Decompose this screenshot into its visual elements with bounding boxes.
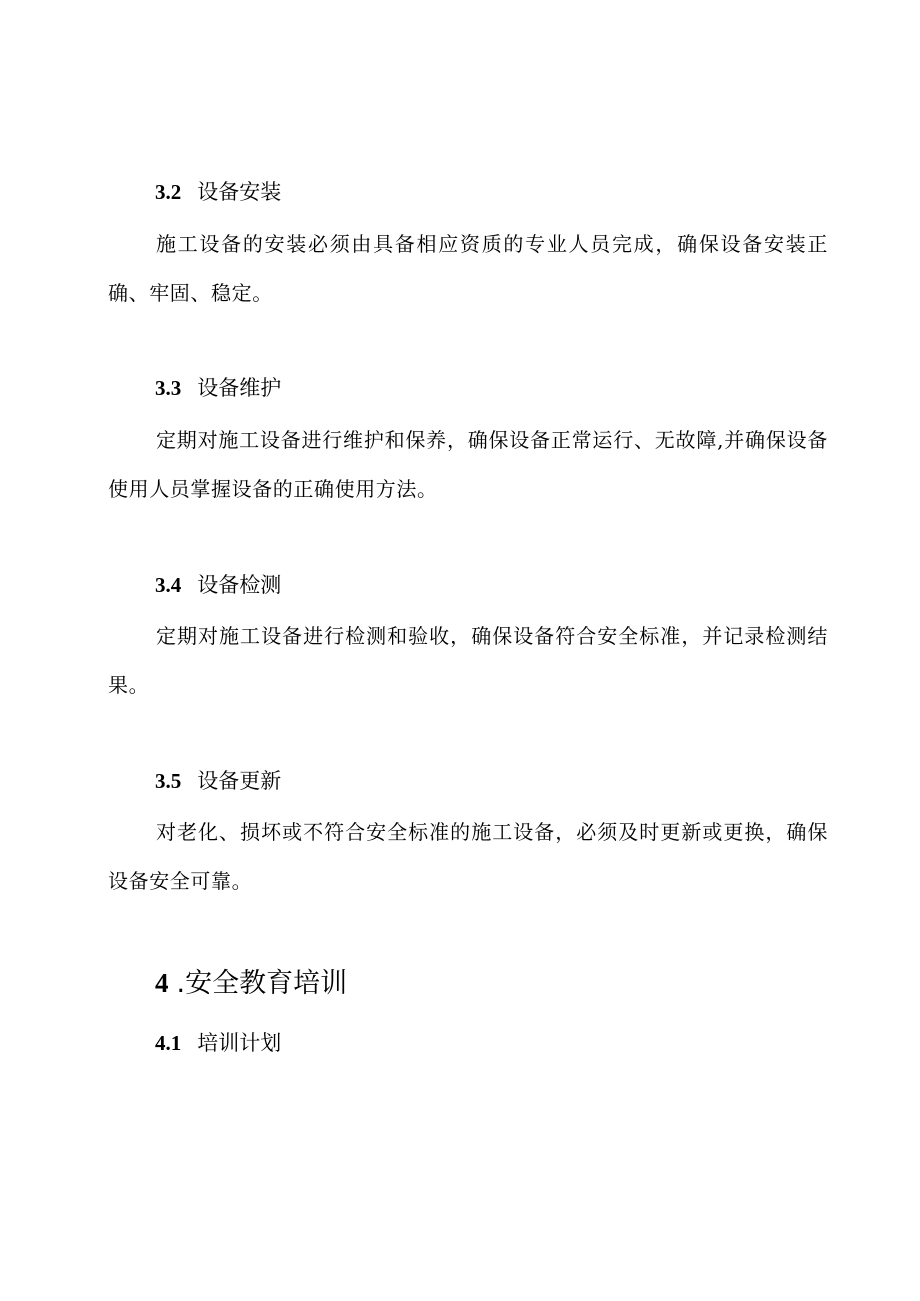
section-heading-3-4	[155, 571, 281, 599]
section-heading-3-5	[155, 767, 281, 795]
section-title: 设备安装	[197, 180, 282, 204]
section-number: 3.3	[155, 376, 182, 400]
section-number: 3.5	[155, 769, 182, 793]
chapter-heading-4	[155, 966, 347, 1001]
section-title: 设备更新	[197, 769, 282, 793]
section-body-3-4: 定期对施工设备进行检测和验收，确保设备符合安全标准，并记录检测结果。	[108, 624, 828, 697]
section-body-3-2: 施工设备的安装必须由具备相应资质的专业人员完成，确保设备安装正确、牢固、稳定。	[108, 232, 828, 305]
section-body-3-5: 对老化、损坏或不符合安全标准的施工设备，必须及时更新或更换，确保设备安全可靠。	[108, 820, 828, 893]
section-title: 设备维护	[197, 376, 282, 400]
section-heading-3-2	[155, 178, 281, 206]
section-heading-3-3	[155, 374, 281, 402]
section-number: 3.4	[155, 573, 182, 597]
section-title: 培训计划	[197, 1031, 282, 1055]
section-number: 4.1	[155, 1031, 182, 1055]
section-heading-4-1	[155, 1029, 281, 1057]
section-body-3-3: 定期对施工设备进行维护和保养，确保设备正常运行、无故障,并确保设备使用人员掌握设备的正确使用方法。	[108, 428, 828, 501]
section-number: 3.2	[155, 180, 182, 204]
chapter-title: .安全教育培训	[176, 968, 348, 999]
section-title: 设备检测	[197, 573, 282, 597]
chapter-number: 4	[155, 968, 169, 998]
